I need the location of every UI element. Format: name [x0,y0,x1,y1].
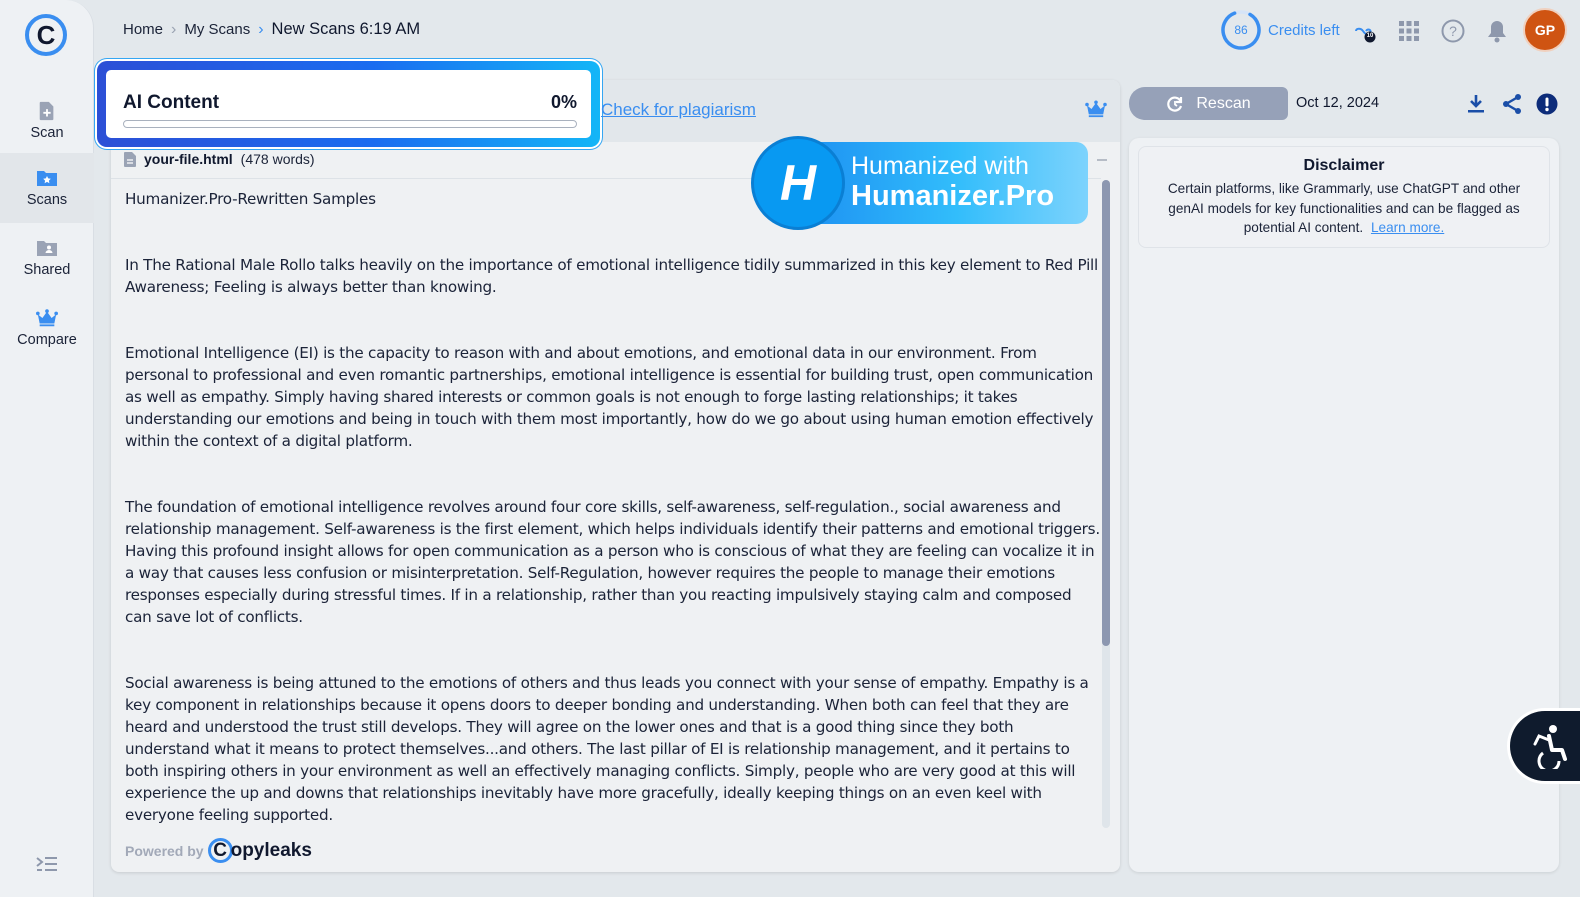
file-name: your-file.html [144,151,233,167]
sidebar-item-scans[interactable] [0,153,94,223]
document-paragraph: Emotional Intelligence (EI) is the capacity to reason with and about emotions, and emotional data in our environment. From personal to professional and even romantic partnerships, emotional intelligence is essential for building trust, open communication as well as empathy. Simply having shared interests or common goals is not enough to forge lasting relationships; it takes understanding our emotions and being in touch with them most importantly, how do we go about using human emotion effectively within the context of a digital platform. [125,344,1094,450]
expand-menu-icon[interactable] [36,856,58,872]
word-count: (478 words) [240,151,315,167]
help-icon[interactable] [1441,19,1465,43]
ai-content-title: AI Content [123,92,220,113]
file-plus-icon [36,101,58,121]
check-plagiarism-link[interactable]: Check for plagiarism [601,100,756,119]
breadcrumb-current: New Scans 6:19 AM [271,20,421,38]
svg-text:?: ? [1449,23,1457,39]
minimize-button[interactable] [1097,159,1107,161]
sidebar-item-scan[interactable] [0,86,94,156]
scan-date: Oct 12, 2024 [1296,95,1380,111]
powered-by-copyleaks [125,838,312,863]
crown-icon [36,308,58,328]
accessibility-button[interactable] [1510,711,1580,781]
badge-line2: Humanizer.Pro [851,180,1055,212]
avatar[interactable]: GP [1523,8,1567,52]
copyleaks-logo-icon: C [208,838,233,863]
bell-icon[interactable] [1486,19,1508,43]
disclaimer-body: Certain platforms, like Grammarly, use ChatGPT and other genAI models for key functionalities and can be flagged as potential AI content. [1167,181,1521,235]
sidebar-item-label: Scan [30,125,64,141]
credits-left-link[interactable]: Credits left [1268,22,1340,39]
copyleaks-logo[interactable]: C [25,14,67,56]
file-info [124,151,315,167]
file-icon [124,152,136,167]
infinity-badge: 10 [1366,33,1374,39]
rescan-button[interactable] [1129,87,1288,120]
ai-content-card [97,61,600,147]
chevron-right-icon: › [171,20,177,38]
apps-grid-icon[interactable] [1399,21,1419,41]
breadcrumb-my-scans[interactable]: My Scans [184,21,251,38]
document-paragraph: In The Rational Male Rollo talks heavily on the importance of emotional intelligence tidily summarized in this key element to Red Pill Awareness; Feeling is always better than knowing. [125,256,1098,296]
sidebar [0,0,94,897]
refresh-icon [1166,95,1184,113]
wheelchair-icon [1527,723,1569,769]
share-icon[interactable] [1501,93,1523,115]
download-icon[interactable] [1467,94,1485,114]
breadcrumb-home[interactable]: Home [123,21,164,38]
document-paragraph: Social awareness is being attuned to the emotions of others and thus leads you connect with your sense of empathy. Empathy is a key component in relationships because it opens doors to deeper bonding and understanding. When both can feel that they are heard and understood the trust still develops. They will agree on the lower ones and that is a good thing since they both understand what it means to protect themselves...and others. The last pillar of EI is relationship management, and it pertains to both inspiring others in your environment as well an effectively managing conflicts. Simply, people who are very good at this will experience the up and downs that relationships inevitably have more gracefully, ideally keeping things on an even keel with everyone feeling supported. [125,674,1089,824]
powered-by-label: Powered by [125,842,204,859]
disclaimer-box [1138,146,1550,248]
credits-count: 86 [1234,23,1248,37]
ai-content-progress-bar [123,120,577,128]
copyleaks-brand: C opyleaks [208,838,312,863]
document-title: Humanizer.Pro-Rewritten Samples [125,190,376,208]
infinity-credits-button[interactable] [1353,22,1379,44]
scrollbar-thumb[interactable] [1102,180,1110,646]
crown-icon[interactable] [1084,100,1108,118]
rescan-label: Rescan [1196,94,1251,112]
results-panel [1129,138,1559,872]
badge-line1: Humanized with [851,152,1029,180]
sidebar-item-label: Scans [26,192,68,208]
learn-more-link[interactable]: Learn more. [1370,220,1445,235]
alert-icon[interactable] [1536,93,1558,115]
document-text [125,188,1100,870]
chevron-right-icon: › [258,20,264,38]
ai-content-percent: 0% [550,92,577,112]
sidebar-item-shared[interactable] [0,223,94,293]
sidebar-item-label: Compare [17,332,77,348]
shared-folder-icon [36,238,58,258]
sidebar-item-compare[interactable] [0,293,94,363]
sidebar-item-label: Shared [23,262,71,278]
disclaimer-title: Disclaimer [1303,157,1385,174]
star-folder-icon [36,168,58,188]
document-paragraph: The foundation of emotional intelligence revolves around four core skills, self-awareness, self-regulation., social awareness and relationship management. Self-awareness is the first element, which helps individuals identify their patterns and emotional triggers. Having this profound insight allows for open communication as a person who is conscious of what they are feeling can vocalize it in a way that causes less confusion or misinterpretation. Self-Regulation, however requires the people to manage their emotions responses especially during stressful times. If in a relationship, rather than you reacting impulsively staying calm and composed can save lot of conflicts. [125,498,1100,626]
humanizer-logo-icon: H [751,136,845,230]
breadcrumb [123,20,420,39]
